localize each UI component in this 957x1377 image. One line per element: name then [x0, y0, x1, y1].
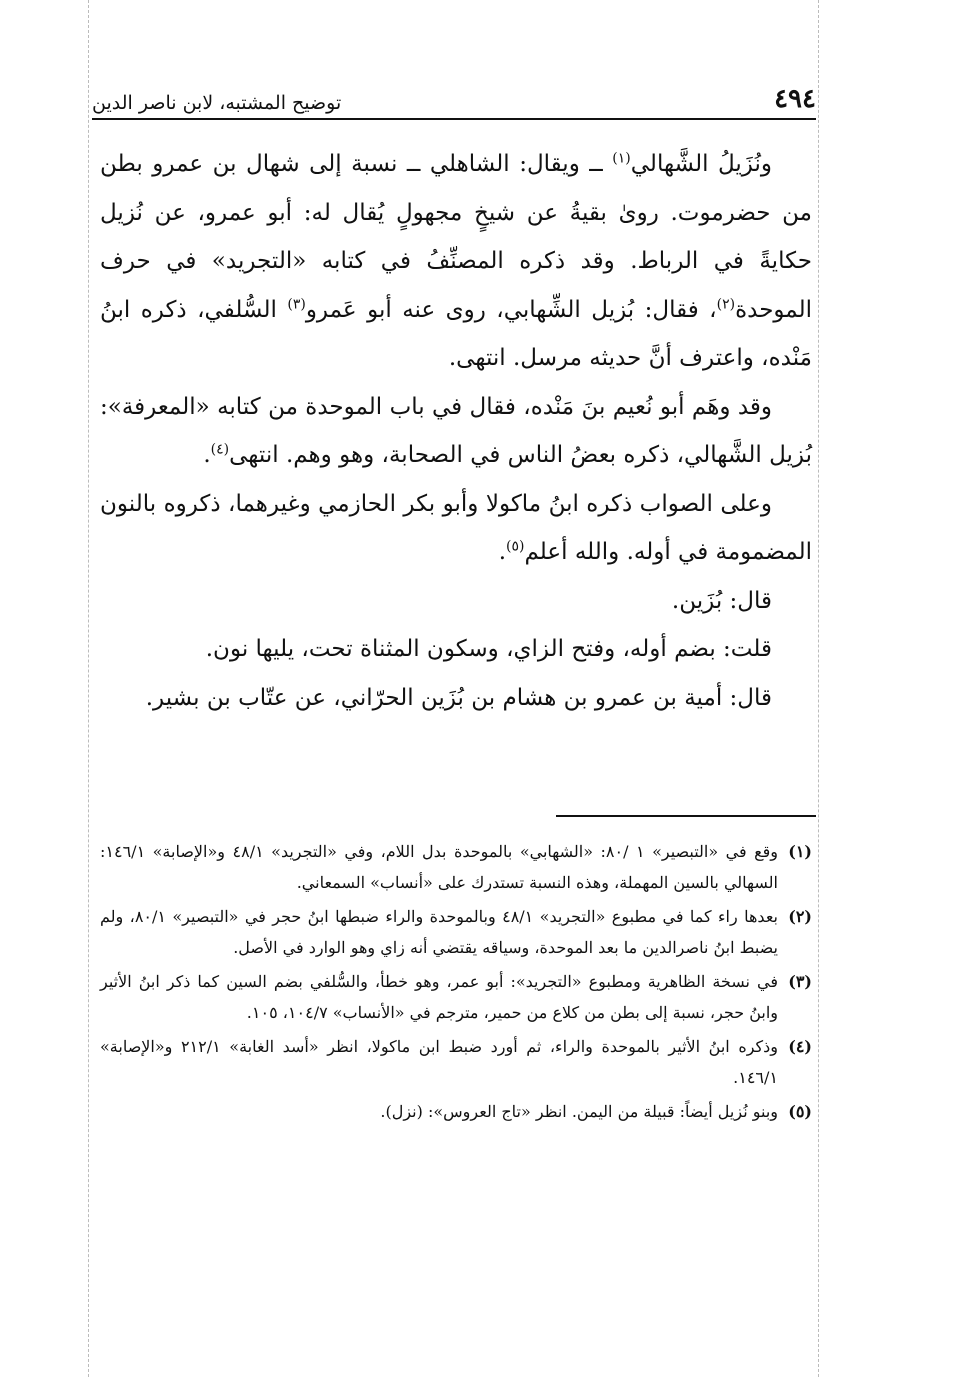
footnote-3 [100, 966, 812, 1028]
footnote-ref-3: (٣) [287, 295, 306, 312]
footnote-2 [100, 901, 812, 963]
footnote-text: بعدها راء كما في مطبوع «التجريد» ٤٨/١ وبالموحدة والراء ضبطها ابنُ حجر في «التبصير» ٨٠/١، ولم يضبط ابنُ ناصرالدين ما بعد الموحدة، وسياقه يقتضي أنه زاي وهو الوارد في الأصل. [100, 907, 779, 957]
footnote-ref-2: (٢) [716, 295, 736, 312]
page-number: ٤٩٤ [774, 84, 816, 114]
paragraph-6: قال: أمية بن عمرو بن هشام بن بُزَين الحرّاني، عن عتّاب بن بشير. [145, 684, 772, 711]
footnote-4 [100, 1031, 812, 1093]
footnote-number: (٤) [788, 1037, 812, 1056]
paragraph-4: قال: بُزَين. [671, 587, 772, 614]
footnote-ref-5: (٥) [506, 538, 525, 555]
paragraph-5: قلت: بضم أوله، وفتح الزاي، وسكون المثناة تحت، يليها نون. [205, 636, 772, 662]
footnote-text: وبنو نُزيل أيضاً: قبيلة من اليمن. انظر «تاج العروس»: (نزل). [380, 1102, 778, 1121]
footnote-number: (١) [788, 842, 812, 861]
footnote-divider [556, 815, 816, 817]
footnote-text: وذكره ابنُ الأثير بالموحدة والراء، ثم أورد ضبط ابن ماكولا، انظر «أسد الغابة» ٢١٢/١ و«الإصابة» ١٤٦/١. [100, 1037, 778, 1087]
footnote-number: (٥) [788, 1102, 812, 1121]
paragraph-3: وعلى الصواب ذكره ابنُ ماكولا وأبو بكر الحازمي وغيرهما، ذكروه بالنون المضمومة في أوله. والله أعلم$^{(٥)}$. [100, 490, 812, 565]
footnote-ref-4: (٤) [210, 441, 230, 458]
footnotes [100, 836, 812, 1130]
footnote-ref-1: (١) [612, 150, 631, 167]
footnote-text: وقع في «التبصير» ١ /٨٠: «الشهابي» بالموحدة بدل اللام، وفي «التجريد» ٤٨/١ و«الإصابة» ١٤٦/١: السهالي بالسين المهملة، وهذه النسبة تستدرك على «أنساب» السمعاني. [100, 842, 779, 892]
running-title: توضيح المشتبه، لابن ناصر الدين [92, 92, 342, 114]
footnote-text: في نسخة الظاهرية ومطبوع «التجريد»: أبو عمر، وهو خطأ، والسُّلفي بضم السين كما ذكر ابنُ الأثير وابنُ حجر، نسبة إلى بطن من كلاع من حمير، مترجم في «الأنساب» ١٠٤/٧، ١٠٥. [100, 972, 778, 1022]
page-header [92, 74, 816, 120]
footnote-number: (٣) [788, 972, 812, 991]
footnote-5 [100, 1096, 812, 1127]
footnote-1 [100, 836, 812, 898]
footnote-number: (٢) [788, 907, 812, 926]
paragraph-1: ونُزَيلُ الشَّهالي$^{(١)}$ ــ ويقال: الشاهلي ــ نسبة إلى شهال بن عمرو بطن من حضرموت. روىٰ بقيةُ عن شيخٍ مجهولٍ يُقال له: أبو عمرو، عن نُزيل حكايةً في الرباط. وقد ذكره المصنِّفُ في كتابه «التجريد» في حرف الموحدة$^{(٢)}$، فقال: بُزيل الشِّهابي، روى عنه أبو عَمرو$^{(٣)}$ السُّلفي، ذكره ابنُ مَنْده، واعترف أنَّ حديثه مرسل. انتهى. [100, 150, 812, 371]
paragraph-2: وقد وهَم أبو نُعيم بنَ مَنْده، فقال في باب الموحدة من كتابه «المعرفة»: بُزيل الشَّهالي، ذكره بعضُ الناس في الصحابة، وهو وهم. انتهى$^{(٤)}$. [100, 393, 812, 468]
main-text [100, 140, 812, 722]
